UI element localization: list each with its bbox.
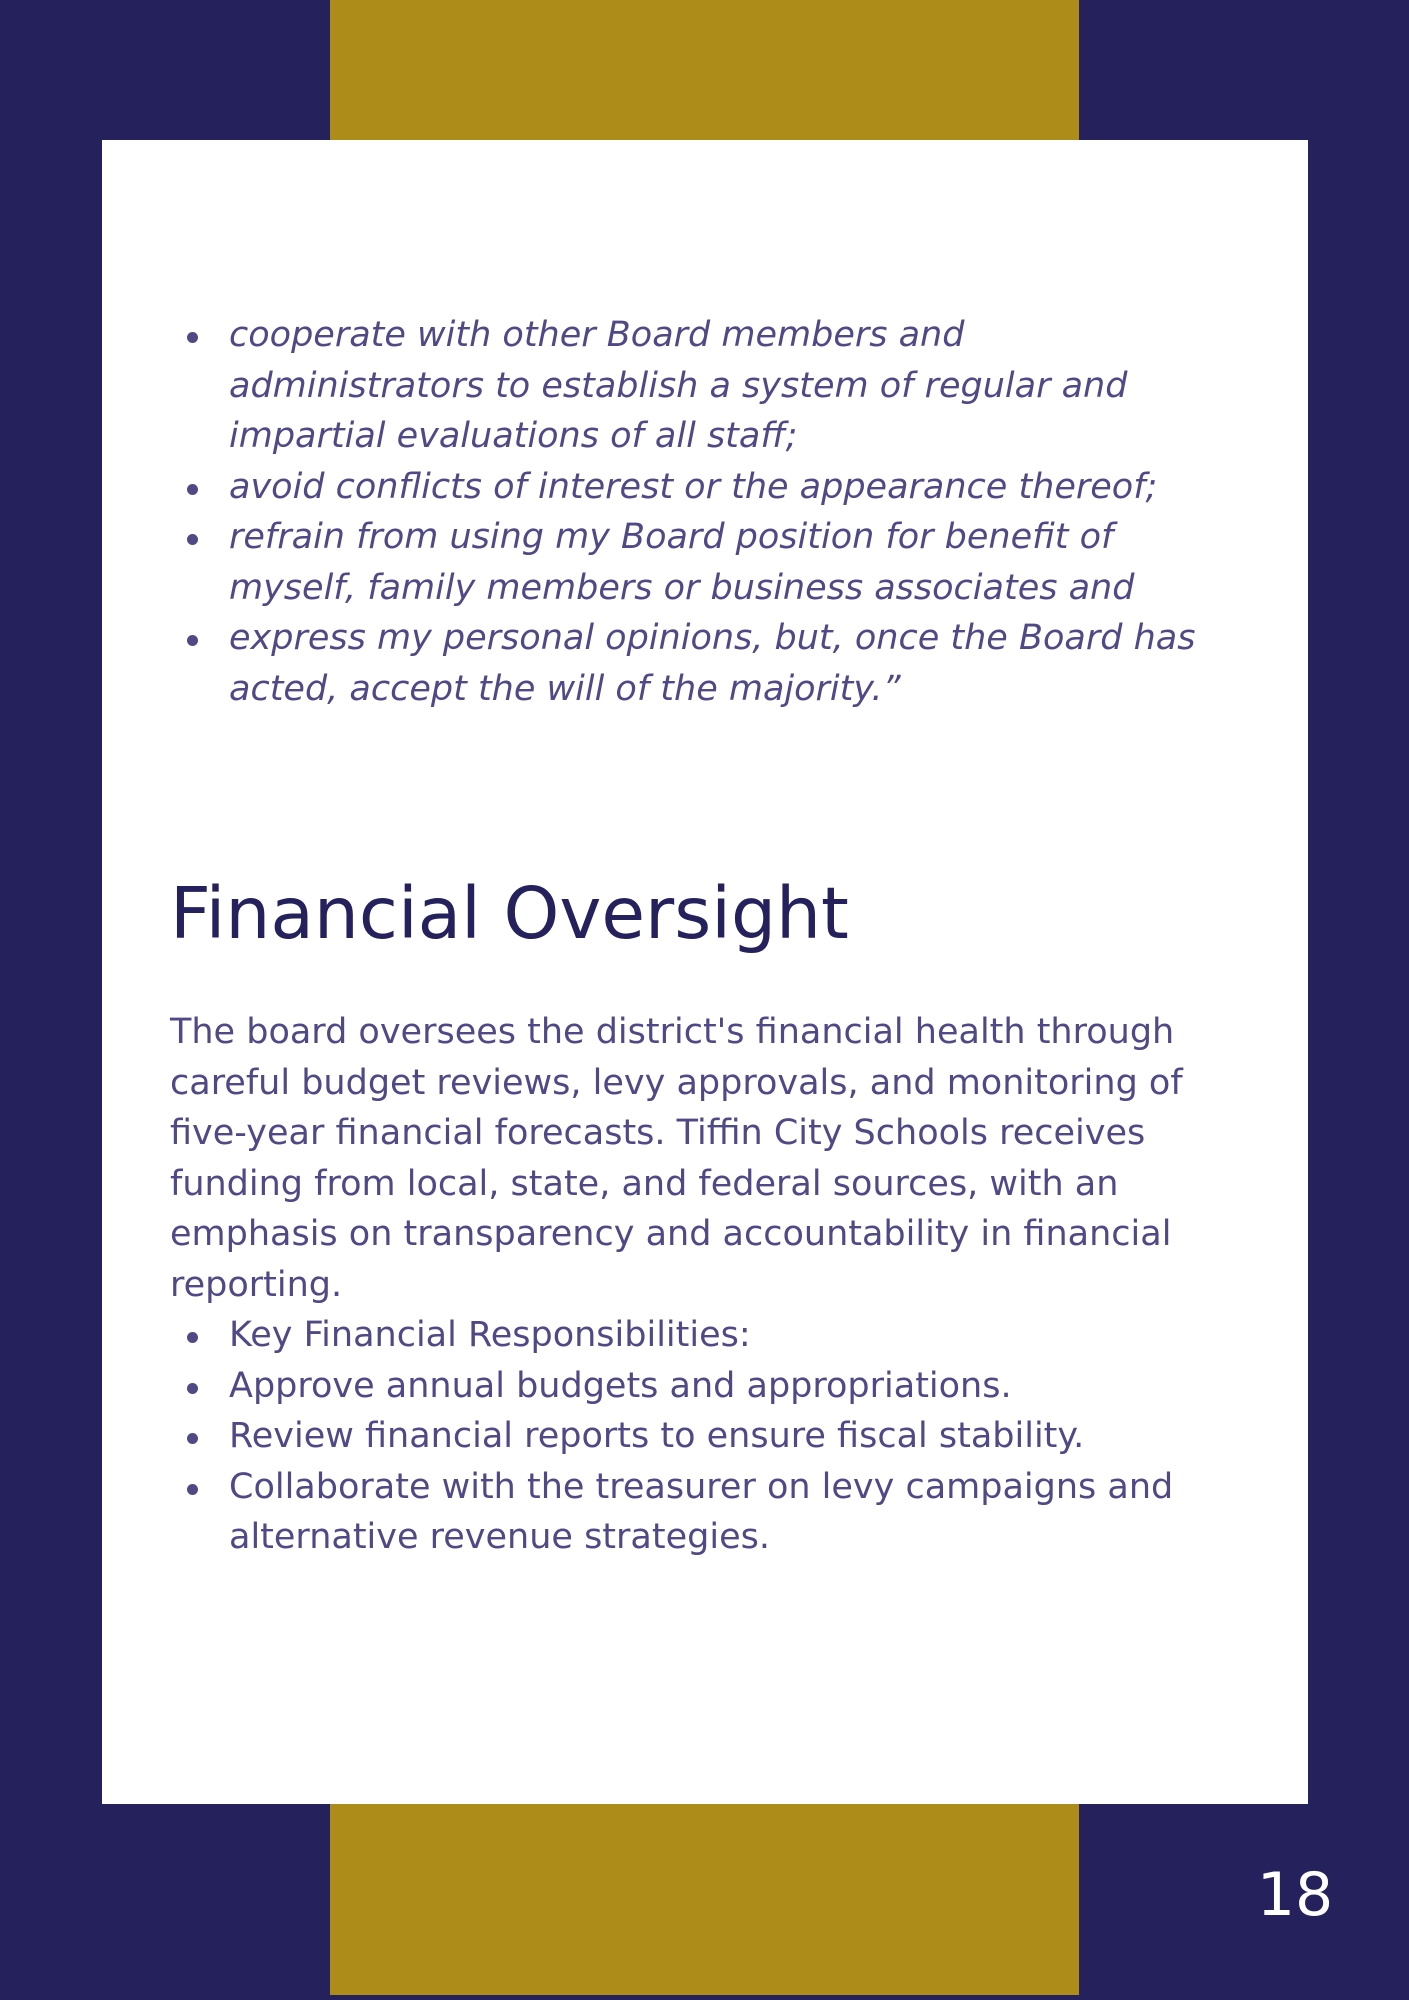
page-content <box>170 310 1230 1563</box>
page-number: 18 <box>1256 1860 1334 1930</box>
list-item: Approve annual budgets and appropriations. <box>170 1361 1230 1412</box>
list-item: Review financial reports to ensure fiscal stability. <box>170 1411 1230 1462</box>
list-item: Key Financial Responsibilities: <box>170 1310 1230 1361</box>
section-paragraph: The board oversees the district's financial health through careful budget reviews, levy approvals, and monitoring of five-year financial forecasts. Tiffin City Schools receives funding from local, state, and federal sources, with an emphasis on transparency and accountability in financial reporting. <box>170 1012 1183 1305</box>
list-item: avoid conflicts of interest or the appearance thereof; <box>170 462 1230 513</box>
list-item: express my personal opinions, but, once the Board has acted, accept the will of the majority.” <box>170 613 1230 714</box>
section-title: Financial Oversight <box>170 872 849 955</box>
financial-responsibilities-list <box>170 1310 1230 1563</box>
top-gold-band <box>330 0 1079 142</box>
list-item: refrain from using my Board position for benefit of myself, family members or business associates and <box>170 512 1230 613</box>
list-item: Collaborate with the treasurer on levy campaigns and alternative revenue strategies. <box>170 1462 1230 1563</box>
bottom-gold-band <box>330 1803 1079 1995</box>
code-of-conduct-list <box>170 310 1230 714</box>
list-item: cooperate with other Board members and administrators to establish a system of regular and impartial evaluations of all staff; <box>170 310 1230 462</box>
